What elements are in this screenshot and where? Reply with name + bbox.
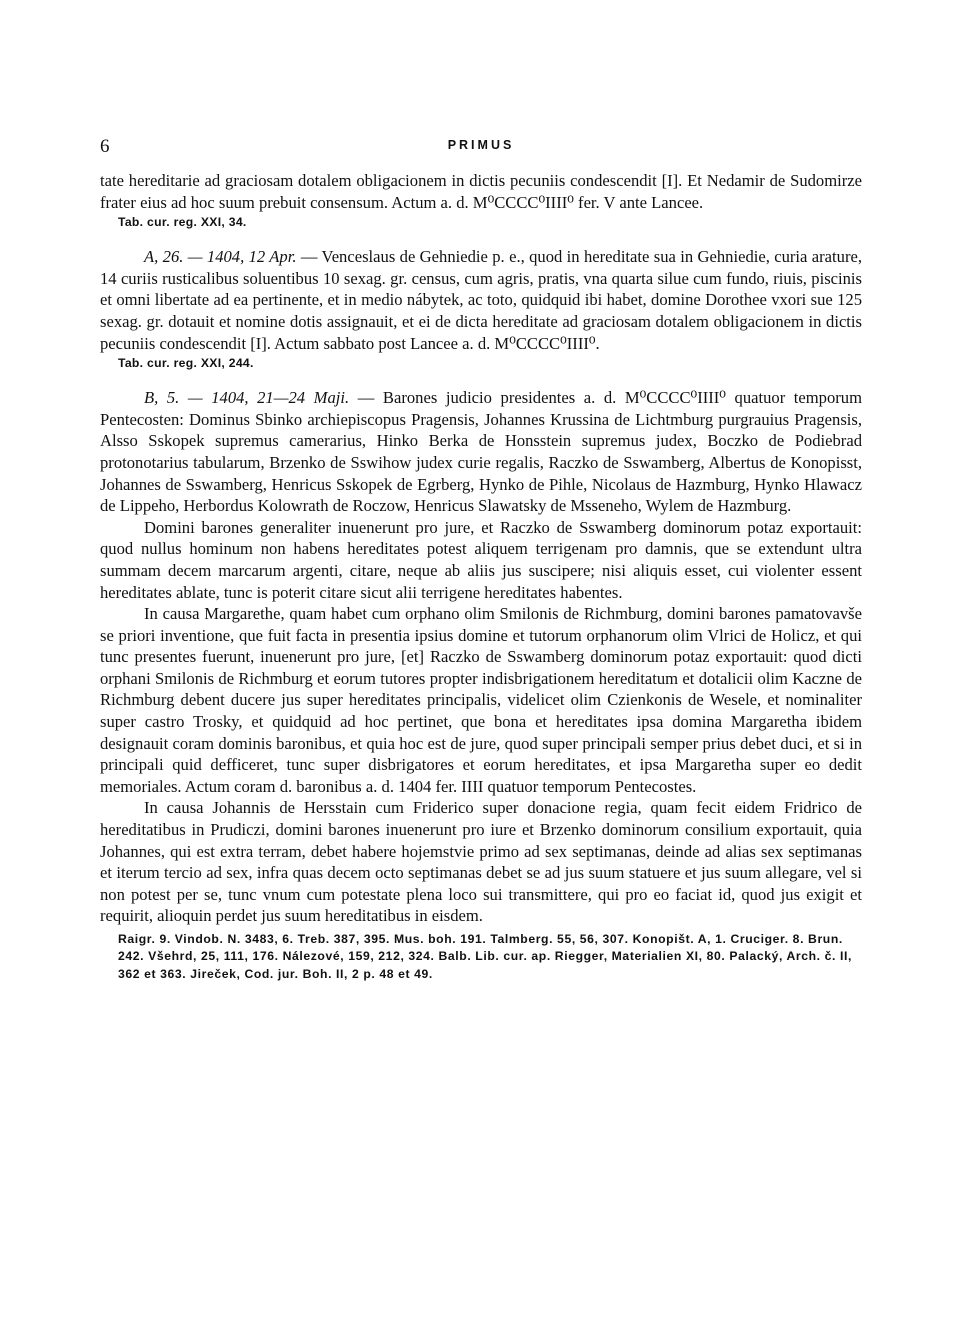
page-header (100, 136, 862, 166)
entry-reference: A, 26. — 1404, 12 Apr. (144, 247, 297, 267)
entry-source-citation: Tab. cur. reg. XXI, 34. (118, 215, 247, 230)
entry-b5-paragraph-4: In causa Johannis de Hersstain cum Friderico super donacione regia, quam fecit eidem Fridrico de hereditatibus in Prudiczi, domini barones inuenerunt pro iure et Brzenko dominorum consilium exportauit, quia Johannes, qui est extra terram, debet habere hojemstvie primo ad sex septimanas, deinde ad alias sex septimanas et iterum tercio ad sex, infra quas decem octo septimanas debet se ad jus suum statuere et jus suum allegare, vel si non potest per se, tunc vnum cum potestate plena loco sui transmittere, qui pro eo faciat id, quod jus exigit et requirit, alioquin perdet jus suum hereditatibus in eisdem. (100, 798, 862, 926)
entry-b5-paragraph (100, 387, 862, 517)
entry-source-citation: Raigr. 9. Vindob. N. 3483, 6. Treb. 387, 395. Mus. boh. 191. Talmberg. 55, 56, 307. Konopišt. A, 1. Cruciger. 8. Brun. 242. Všehrd, 25, 111, 176. Nálezové, 159, 212, 324. Balb. Lib. cur. ap. Riegger, Materialien XI, 80. Palacký, Arch. č. II, 362 et 363. Jireček, Cod. jur. Boh. II, 2 p. 48 et 49. (118, 932, 852, 981)
document-page (100, 136, 862, 991)
entry-b5-paragraph-2: Domini barones generaliter inuenerunt pro jure, et Raczko de Sswamberg dominorum potaz exportauit: quod nullus hominum non habens hereditates potest aliquem terrigenam pro damnis, que se extendunt ultra summam decem marcarum argenti, citare, neque ab aliis jus suscipere; nisi aliquis esset, cui violenter essent hereditates ablate, tunc is poterit citare sicut alii terrigene hereditates habentes. (100, 517, 862, 602)
entry-text: — Venceslaus de Gehniedie p. e., quod in hereditate sua in Gehniedie, curia arature, 14 curiis rusticalibus soluentibus 10 sexag. gr. census, cum agris, pratis, vna quarta silue cum fundo, riuis, piscinis et omni libertate ad ea pertinente, et in medio nábytek, ac toto, quidquid ibi habet, domine Dorothee vxori sue 125 sexag. gr. dotauit et nomine dotis assignauit, et ei de dicta hereditate ad graciosam dotalem obligacionem in dictis pecuniis condescendit [I]. Actum sabbato post Lancee a. d. M⁰CCCC⁰IIII⁰. (100, 247, 862, 353)
entry-a26-paragraph (100, 246, 862, 354)
entry-text: — Barones judicio presidentes a. d. M⁰CCCC⁰IIII⁰ quatuor temporum Pentecosten: Dominus Sbinko archiepiscopus Pragensis, Johannes Krussina de Lichtmburg purgrauius Pragensis, Alsso Sskopek supremus camerarius, Hinko Berka de Honsstein supremus judex, Boczko de Podiebrad protonotarius tabularum, Brzenko de Sswihow judex curie regalis, Raczko de Sswamberg, Albertus de Konopisst, Johannes de Sswamberg, Henricus Sskopek de Egrberg, Hynko de Pihle, Nicolaus de Hazmburg, Hynko Hlawacz de Lippeho, Herbordus Kolowrath de Roczow, Henricus Slawatsky de Msseneho, Wylem de Hazmburg. (100, 388, 863, 516)
page-number: 6 (100, 136, 110, 157)
entry-b5-paragraph-3: In causa Margarethe, quam habet cum orphano olim Smilonis de Richmburg, domini barones pamatovavše se priori inventione, que fuit facta in presentia ipsius domine et tutorum orphanorum olim Vlrici de Holicz, et qui tunc presentes fuerunt, inuenerunt pro jure, [et] Raczko de Sswamberg dominorum potaz exportauit: quod dicti orphani Smilonis de Richmburg et eorum tutores propter indisbrigationem hereditatum et dotalicii olim Kaczne de Richmburg debent ducere jus super hereditates principalis, videlicet olim Czienkonis de Wesele, et nominaliter super castro Trosky, et quidquid ad hoc pertinet, que bona et hereditates ipsa domina Margaretha ibidem designauit coram dominis baronibus, et quia hoc est de jure, quod super principali semper prius debet duci, et si in principali quid defficeret, tunc super disbrigatores et eorum hereditates, et ipsa Margaretha super eo dedit memoriales. Actum coram d. baronibus a. d. 1404 fer. IIII quatuor temporum Pentecostes. (100, 604, 862, 796)
entry-reference: B, 5. — 1404, 21—24 Maji. (144, 388, 350, 408)
entry-source-citation: Tab. cur. reg. XXI, 244. (118, 356, 254, 371)
entry-continuation-paragraph: tate hereditarie ad graciosam dotalem obligacionem in dictis pecuniis condescendit [I]. Et Nedamir de Sudomirze frater eius ad hoc suum prebuit consensum. Actum a. d. M⁰CCCC⁰IIII⁰ fer. V ante Lancee. (100, 171, 862, 212)
running-head: PRIMUS (447, 138, 515, 152)
